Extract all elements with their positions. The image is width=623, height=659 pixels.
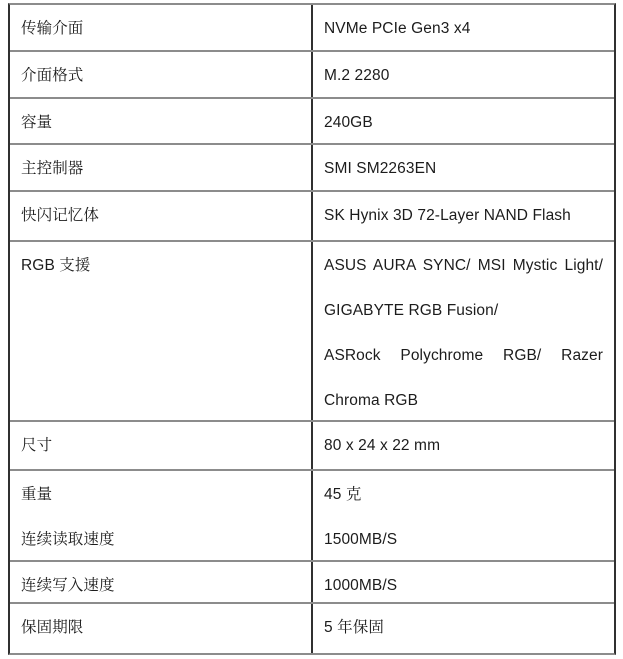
spec-table xyxy=(8,3,616,655)
spec-label-line: 容量 xyxy=(21,114,53,131)
table-row xyxy=(10,145,614,192)
spec-value-line: 45 克 xyxy=(324,486,362,503)
spec-label-cell xyxy=(10,99,313,143)
spec-label-line: 快闪记忆体 xyxy=(21,207,100,224)
spec-label-cell xyxy=(10,242,313,420)
table-row xyxy=(10,562,614,604)
spec-value-cell xyxy=(313,471,614,560)
spec-label-line: RGB 支援 xyxy=(21,257,91,274)
spec-label-cell xyxy=(10,604,313,653)
spec-value-cell xyxy=(313,145,614,190)
spec-label-cell xyxy=(10,5,313,50)
spec-value-cell xyxy=(313,52,614,97)
spec-label-cell xyxy=(10,52,313,97)
spec-label-cell xyxy=(10,562,313,602)
spec-value-cell xyxy=(313,192,614,240)
spec-label-cell xyxy=(10,422,313,469)
table-row xyxy=(10,604,614,653)
spec-label-cell xyxy=(10,192,313,240)
spec-value-line: 5 年保固 xyxy=(324,619,384,636)
table-row xyxy=(10,242,614,422)
table-row xyxy=(10,52,614,99)
spec-value-cell xyxy=(313,99,614,143)
spec-value-cell xyxy=(313,5,614,50)
table-row xyxy=(10,192,614,242)
spec-value-line: 240GB xyxy=(324,114,373,131)
spec-value-line: Chroma RGB xyxy=(324,392,419,409)
spec-value-line: SMI SM2263EN xyxy=(324,160,437,177)
table-row xyxy=(10,5,614,52)
spec-value-line: M.2 2280 xyxy=(324,67,390,84)
spec-value-line: ASUS AURA SYNC/ MSI Mystic Light/ xyxy=(324,257,603,274)
spec-value-cell xyxy=(313,562,614,602)
spec-value-line: 1500MB/S xyxy=(324,531,398,548)
spec-value-line: ASRock Polychrome RGB/ Razer xyxy=(324,347,603,364)
spec-value-cell xyxy=(313,604,614,653)
spec-label-cell xyxy=(10,145,313,190)
table-row xyxy=(10,99,614,145)
spec-label-line: 传输介面 xyxy=(21,20,84,37)
spec-value-cell xyxy=(313,422,614,469)
spec-label-line: 连续读取速度 xyxy=(21,531,115,548)
spec-value-line: NVMe PCIe Gen3 x4 xyxy=(324,20,471,37)
spec-label-line: 主控制器 xyxy=(21,160,84,177)
table-row xyxy=(10,471,614,562)
table-row xyxy=(10,422,614,471)
spec-value-line: SK Hynix 3D 72-Layer NAND Flash xyxy=(324,207,571,224)
spec-label-line: 连续写入速度 xyxy=(21,577,115,594)
spec-label-line: 尺寸 xyxy=(21,437,53,454)
spec-label-line: 重量 xyxy=(21,486,53,503)
spec-label-cell xyxy=(10,471,313,560)
spec-label-line: 介面格式 xyxy=(21,67,84,84)
spec-value-line: GIGABYTE RGB Fusion/ xyxy=(324,302,499,319)
spec-value-line: 1000MB/S xyxy=(324,577,398,594)
spec-value-line: 80 x 24 x 22 mm xyxy=(324,437,441,454)
spec-label-line: 保固期限 xyxy=(21,619,84,636)
spec-value-cell xyxy=(313,242,614,420)
